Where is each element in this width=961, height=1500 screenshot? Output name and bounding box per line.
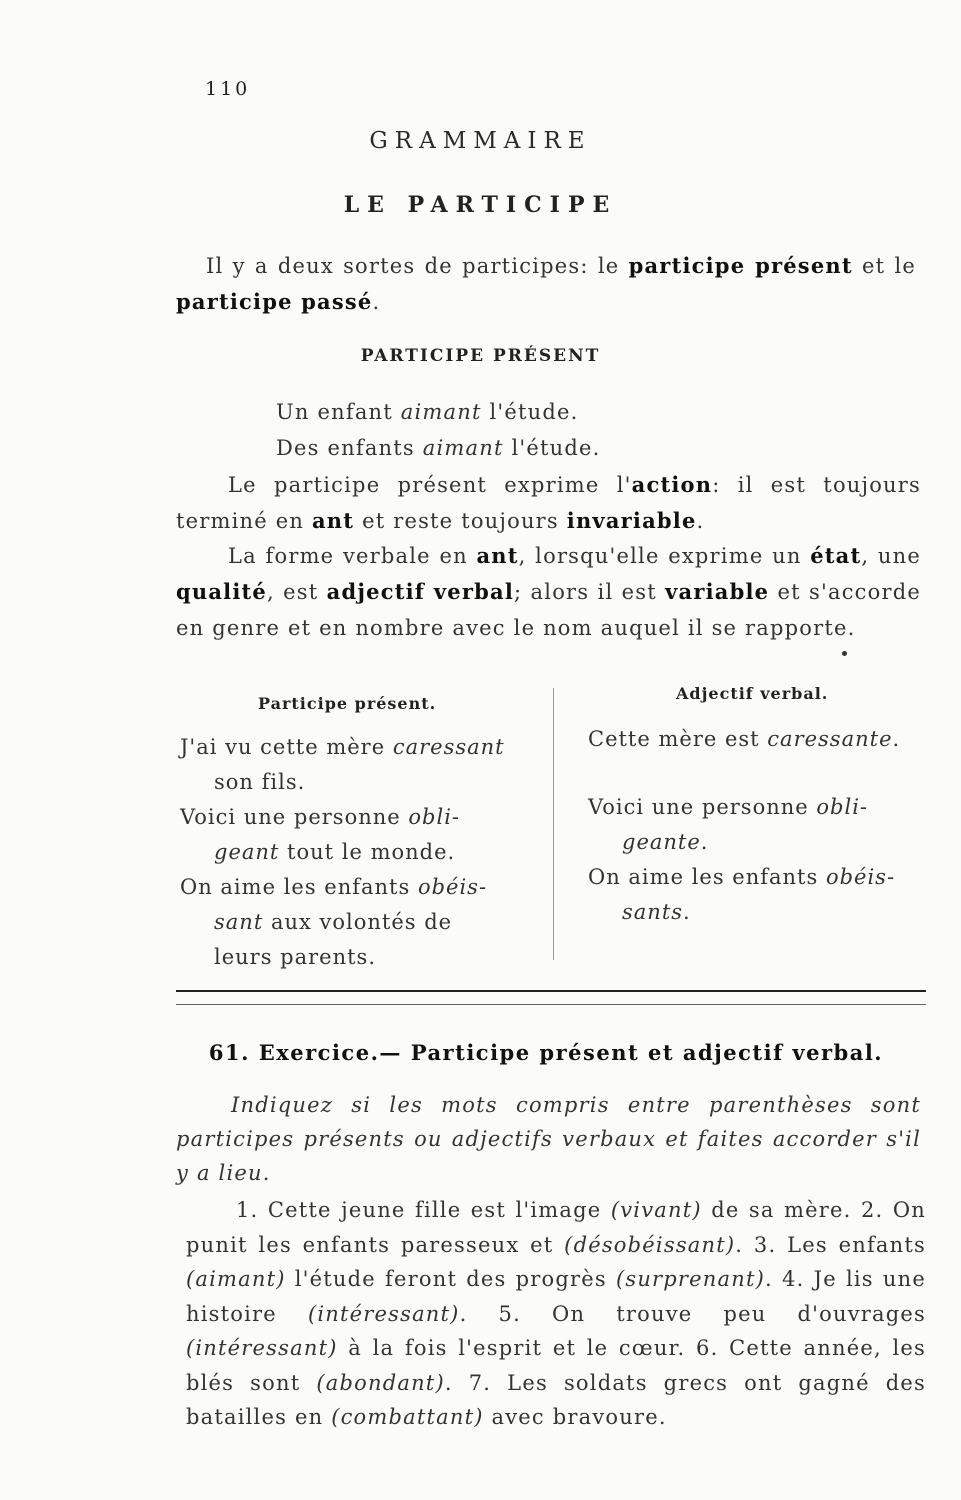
intro-paragraph: Il y a deux sortes de participes: le participe présent et le participe passé.: [176, 253, 917, 314]
left-row-2-cont: geant tout le monde.: [214, 840, 456, 864]
right-row-3-cont: sants.: [622, 900, 691, 924]
left-row-3-cont2: leurs parents.: [214, 945, 377, 969]
right-row-2-cont: geante.: [622, 830, 709, 854]
right-column-header: Adjectif verbal.: [676, 684, 829, 703]
left-row-2: Voici une personne obli-: [180, 805, 461, 829]
right-row-1: Cette mère est caressante.: [588, 727, 901, 751]
right-row-3: On aime les enfants obéis-: [588, 865, 896, 889]
left-column: [180, 730, 540, 975]
exercise-title: 61. Exercice.— Participe présent et adjectif verbal.: [208, 1040, 884, 1065]
left-row-1-cont: son fils.: [214, 770, 306, 794]
print-speck: [842, 651, 847, 656]
separator-rule-thin: [176, 1004, 926, 1005]
lesson-heading: LE PARTICIPE: [343, 192, 618, 218]
right-row-2: Voici une personne obli-: [588, 795, 869, 819]
separator-rule: [176, 990, 926, 992]
example-line-2: Des enfants aimant l'étude.: [276, 436, 601, 460]
left-row-3: On aime les enfants obéis-: [180, 875, 488, 899]
example-line-1: Un enfant aimant l'étude.: [276, 400, 579, 424]
left-row-3-cont: sant aux volontés de: [214, 910, 453, 934]
rule-paragraph-2: La forme verbale en ant, lorsqu'elle exprime un état, une qualité, est adjectif verbal; alors il est variable et s'accorde en genre et en nombre avec le nom auquel il se rapporte.: [176, 543, 921, 640]
left-row-1: J'ai vu cette mère caressant: [180, 735, 505, 759]
page-number: 110: [205, 78, 251, 100]
exercise-instruction: Indiquez si les mots compris entre parenthèses sont participes présents ou adjectifs verbaux et faites accorder s'il y a lieu.: [176, 1093, 921, 1185]
left-column-header: Participe présent.: [258, 694, 437, 713]
column-divider: [553, 688, 554, 960]
exercise-sentences: 1. Cette jeune fille est l'image (vivant) de sa mère. 2. On punit les enfants paresseux et (désobéissant). 3. Les enfants (aimant) l'étude feront des progrès (surprenant). 4. Je lis une histoire (intéressant). 5. On trouve peu d'ouvrages (intéressant) à la fois l'esprit et le cœur. 6. Cette année, les blés sont (abondant). 7. Les soldats grecs ont gagné des batailles en (combattant) avec bravoure.: [186, 1198, 926, 1429]
right-column: [588, 722, 928, 930]
rule-paragraph-1: Le participe présent exprime l'action: il est toujours terminé en ant et reste toujours invariable.: [176, 472, 922, 533]
section-title: PARTICIPE PRÉSENT: [360, 346, 601, 366]
chapter-heading: GRAMMAIRE: [369, 128, 592, 154]
